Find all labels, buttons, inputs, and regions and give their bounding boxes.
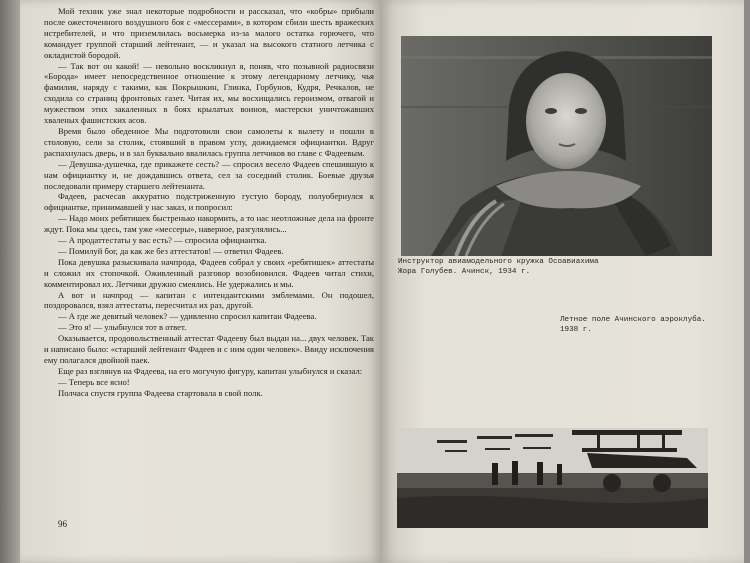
paragraph: Полчаса спустя группа Фадеева стартовала в свой полк. [58, 387, 263, 398]
page-stack-edge [744, 0, 750, 563]
paragraph: Фадеев, расчесав аккуратно подстриженную густую бороду, полуобернулся к официантке, принимавшей у нас заказ, и попросил: [44, 191, 374, 213]
portrait-photo-image [401, 36, 712, 256]
body-text [44, 6, 374, 399]
paragraph: — Теперь все ясно! [58, 376, 130, 387]
paragraph: — Так вот он какой! — невольно воскликнул я, поняв, что позывной радиосвязи «Борода» имеет непосредственное отношение к этому легендарному летчику, чья фамилия, наряду с такими, как Покрышкин, Глинка, Горбунов, Кудря, Речкалов, не сходила со страниц фронтовых газет. Читая их, мы восхищались героизмом, отвагой и мужеством этих закаленных в боях крылатых воинов, мастерски уничтожавших хваленых фашистских асов. [44, 60, 374, 126]
portrait-photo [401, 36, 712, 256]
page-stack-edge [0, 0, 20, 563]
paragraph: А вот и начпрод — капитан с интендантскими эмблемами. Он подошел, поздоровался, взял аттестаты, пересчитал их раз, другой. [44, 289, 374, 311]
photo-caption-airfield: Летное поле Ачинского аэроклуба. 1938 г. [560, 316, 706, 334]
paragraph: Мой техник уже знал некоторые подробности и рассказал, что «кобры» прибыли после ожесточенного воздушного боя с «мессерами», в котором сбили шесть вражеских истребителей, и что приземлилась восьмерка из-за малого остатка горючего, что командует группой старший лейтенант, — и указал на высокого статного летчика с окладистой бородой. [44, 6, 374, 60]
paragraph: — А где же девятый человек? — удивленно спросил капитан Фадеева. [58, 311, 317, 322]
paragraph: — А продаттестаты у вас есть? — спросила официантка. [58, 235, 267, 246]
page-number: 96 [58, 519, 67, 529]
airfield-photo-image [397, 428, 708, 528]
paragraph: — Девушка-душечка, где прикажете сесть? — спросил веселo Фадеев спешившую к нам официантку и, не дождавшись ответа, сел за соседний столик. Боевые друзья последовали примеру старшего лейтенанта. [44, 158, 374, 191]
paragraph: Время было обеденное Мы подготовили свои самолеты к вылету и пошли в столовую, сели за столик, стоявший в правом углу, дожидаемся официантки. Вдруг распахнулась дверь, и в зал буквально ввалилась группа летчиков во главе с Фадеевым. [44, 125, 374, 158]
paragraph: — Помилуй бог, да как же без аттестатов! — ответил Фадеев. [58, 245, 284, 256]
airfield-photo [397, 428, 708, 528]
photo-caption-portrait: Инструктор авиамодельного кружка Осоавиахима Жора Голубев. Ачинск, 1934 г. [398, 258, 599, 276]
paragraph: Еще раз взглянув на Фадеева, на его могучую фигуру, капитан улыбнулся и сказал: [58, 365, 363, 376]
paragraph: — Это я! — улыбнулся тот в ответ. [58, 322, 187, 333]
paragraph: Оказывается, продовольственный аттестат Фадееву был выдан на... двух человек. Так и написано было: «старший лейтенант Фадеев и с ним один человек». Ввиду исключения ему полагался двойной паек. [44, 333, 374, 365]
paragraph: Пока девушка разыскивала начпрода, Фадеев собрал у своих «ребятишек» аттестаты и сложил их стопочкой. Оживленный разговор возобновился. Фадеев читал стихи, комментировал их. Летчики дружно смеялись. Не удержались и мы. [44, 256, 374, 289]
paragraph: — Надо моих ребятишек быстренько накормить, а то нас неотложные дела на фронте ждут. Пока мы здесь, там уже «мессеры», наверное, разгулялись... [44, 213, 374, 235]
